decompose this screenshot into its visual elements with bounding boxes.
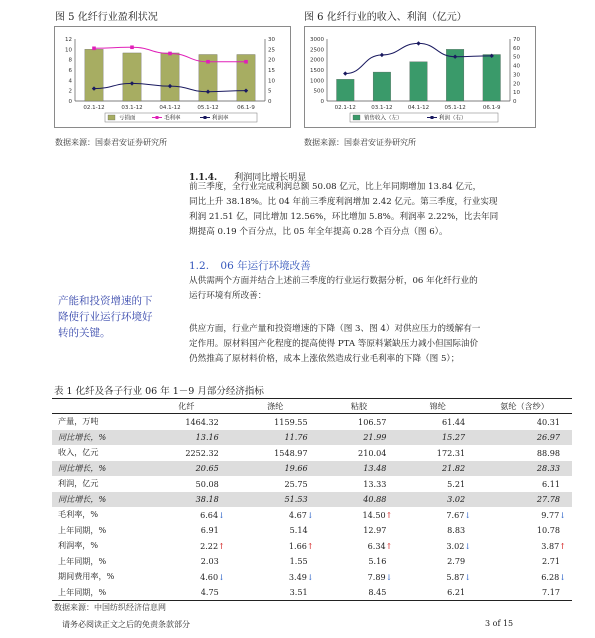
table-cell bbox=[142, 445, 231, 461]
row-label: 上年同期，% bbox=[52, 585, 142, 601]
table-cell bbox=[477, 523, 572, 539]
left-tick-label: 1500 bbox=[310, 68, 324, 74]
figure-5-source: 数据来源：国泰君安证券研究所 bbox=[55, 138, 167, 147]
data-point bbox=[244, 60, 248, 64]
bar bbox=[337, 79, 355, 101]
table-row bbox=[52, 569, 572, 585]
cell-value: 2.71 bbox=[541, 556, 560, 567]
left-tick-label: 0 bbox=[68, 99, 72, 105]
cell-value: 21.82 bbox=[441, 463, 466, 474]
data-point bbox=[130, 45, 134, 49]
data-point bbox=[416, 41, 420, 45]
right-tick-label: 40 bbox=[513, 63, 520, 70]
table-cell bbox=[320, 445, 399, 461]
table-cell bbox=[320, 492, 399, 508]
left-tick-label: 10 bbox=[65, 47, 72, 54]
arrow-up-icon: ↑ bbox=[559, 541, 566, 551]
table-cell bbox=[142, 476, 231, 492]
right-tick-label: 70 bbox=[513, 37, 520, 43]
legend-marker bbox=[431, 116, 434, 119]
table-header-cell: 氨纶（含纱） bbox=[477, 399, 572, 414]
table-cell bbox=[398, 445, 477, 461]
right-tick-label: 5 bbox=[268, 88, 272, 95]
cell-value: 19.66 bbox=[284, 463, 308, 474]
cell-value: 106.57 bbox=[358, 416, 387, 427]
right-tick-label: 10 bbox=[513, 90, 520, 97]
paragraph-line: 仍然推高了原材料价格，成本上涨依然造成行业毛利率的下降（图 5）； bbox=[189, 354, 460, 364]
table-source: 数据来源：中国纺织经济信息网 bbox=[54, 603, 166, 612]
legend-label: 销售收入（左） bbox=[364, 115, 403, 122]
cell-value: 15.27 bbox=[441, 432, 466, 443]
row-label: 期间费用率，% bbox=[58, 571, 115, 582]
cell-value: 27.78 bbox=[536, 494, 560, 505]
table-cell bbox=[477, 461, 572, 477]
right-tick-label: 30 bbox=[513, 72, 520, 79]
cell-value: 5.21 bbox=[447, 478, 466, 489]
right-tick-label: 60 bbox=[513, 45, 520, 52]
table-cell bbox=[231, 523, 320, 539]
figure-6-svg bbox=[305, 27, 535, 127]
cell-value: 1464.32 bbox=[185, 416, 219, 427]
bar bbox=[410, 62, 428, 101]
row-label: 利润，亿元 bbox=[58, 478, 99, 489]
cell-value: 40.88 bbox=[363, 494, 387, 505]
table-cell bbox=[231, 430, 320, 446]
table-cell bbox=[320, 523, 399, 539]
cell-value: 26.97 bbox=[536, 432, 560, 443]
cell-value: 13.16 bbox=[195, 432, 219, 443]
left-tick-label: 3000 bbox=[310, 37, 324, 43]
x-tick-label: 03.1-12 bbox=[371, 105, 393, 111]
cell-value: 3.87 bbox=[541, 540, 560, 551]
cell-value: 210.04 bbox=[358, 447, 387, 458]
bar bbox=[483, 55, 501, 102]
row-label: 同比增长，% bbox=[52, 492, 142, 508]
cell-value: 2.22 bbox=[200, 540, 219, 551]
section-title: 06 年运行环境改善 bbox=[220, 260, 311, 272]
paragraph-line: 运行环境有所改善： bbox=[189, 291, 267, 301]
cell-value: 5.87 bbox=[446, 571, 465, 582]
disclaimer-footer: 请务必阅读正文之后的免责条款部分 bbox=[62, 620, 190, 629]
table-cell bbox=[231, 492, 320, 508]
table-cell bbox=[320, 538, 399, 554]
bar bbox=[85, 49, 103, 101]
arrow-up-icon: ↑ bbox=[306, 541, 314, 551]
cell-value: 13.33 bbox=[363, 478, 387, 489]
table-cell bbox=[231, 445, 320, 461]
side-note-line: 降使行业运行环境好 bbox=[58, 311, 153, 323]
cell-value: 4.75 bbox=[200, 587, 219, 598]
cell-value: 50.08 bbox=[195, 478, 219, 489]
table-cell bbox=[142, 492, 231, 508]
section-12-body bbox=[189, 322, 584, 367]
data-point bbox=[343, 71, 347, 75]
left-tick-label: 2500 bbox=[310, 47, 324, 54]
table-cell bbox=[231, 585, 320, 601]
paragraph-line: 期提高 0.19 个百分点，比 05 年全年提高 0.28 个百分点（图 6）。 bbox=[189, 227, 448, 237]
arrow-down-icon: ↓ bbox=[385, 572, 393, 582]
legend-label: 毛利率 bbox=[164, 115, 181, 122]
figure-6-chart bbox=[304, 26, 536, 128]
legend-label: 利润（右） bbox=[439, 115, 467, 122]
table-header-cell: 锦纶 bbox=[398, 399, 477, 414]
table-row bbox=[52, 414, 572, 430]
x-tick-label: 06.1-9 bbox=[237, 105, 255, 111]
arrow-down-icon: ↓ bbox=[464, 572, 472, 582]
table-cell bbox=[142, 461, 231, 477]
right-tick-label: 15 bbox=[268, 68, 275, 74]
table-cell bbox=[398, 414, 477, 430]
table-cell bbox=[231, 538, 320, 554]
cell-value: 38.18 bbox=[195, 494, 219, 505]
table-cell bbox=[398, 461, 477, 477]
table-cell bbox=[398, 476, 477, 492]
table-cell bbox=[477, 585, 572, 601]
table-cell bbox=[398, 554, 477, 570]
cell-value: 88.98 bbox=[536, 447, 560, 458]
figure-6-source: 数据来源：国泰君安证券研究所 bbox=[304, 138, 416, 147]
section-number: 1.2. bbox=[189, 260, 210, 272]
data-point bbox=[168, 52, 172, 56]
x-tick-label: 06.1-9 bbox=[482, 105, 501, 111]
row-label: 上年同期，% bbox=[58, 555, 107, 566]
table-cell bbox=[231, 507, 320, 523]
table-cell bbox=[477, 414, 572, 430]
arrow-up-icon: ↑ bbox=[385, 510, 393, 520]
table-cell bbox=[231, 461, 320, 477]
table-cell bbox=[477, 430, 572, 446]
table-cell bbox=[320, 430, 399, 446]
table-cell bbox=[477, 445, 572, 461]
table-cell bbox=[398, 569, 477, 585]
figure-5-title: 图 5 化纤行业盈利状况 bbox=[55, 12, 158, 23]
x-tick-label: 04.1-12 bbox=[407, 105, 430, 111]
cell-value: 1159.55 bbox=[274, 416, 308, 427]
paragraph-line: 利润 21.51 亿，同比增加 12.56%，环比增加 5.8%。利润率 2.22%，比去年同 bbox=[189, 212, 499, 222]
cell-value: 3.02 bbox=[447, 494, 466, 505]
table-cell bbox=[142, 569, 231, 585]
row-label: 产量，万吨 bbox=[58, 416, 99, 427]
table-header-cell: 化纤 bbox=[142, 399, 231, 414]
legend-label: 利润率 bbox=[212, 115, 229, 122]
x-tick-label: 02.1-12 bbox=[334, 105, 356, 111]
table-cell bbox=[142, 430, 231, 446]
section-number: 1.1.4. bbox=[189, 173, 218, 183]
table-cell bbox=[477, 554, 572, 570]
arrow-down-icon: ↓ bbox=[464, 510, 472, 520]
data-point bbox=[206, 60, 210, 64]
section-114-body bbox=[189, 180, 579, 240]
cell-value: 1548.97 bbox=[274, 447, 308, 458]
figure-5-svg bbox=[55, 27, 290, 127]
table-cell bbox=[320, 461, 399, 477]
cell-value: 2.03 bbox=[200, 556, 219, 567]
table-cell bbox=[477, 538, 572, 554]
cell-value: 28.33 bbox=[536, 463, 560, 474]
cell-value: 2.79 bbox=[447, 556, 466, 567]
cell-value: 172.31 bbox=[436, 447, 466, 458]
table-cell bbox=[231, 569, 320, 585]
data-point bbox=[92, 47, 96, 51]
cell-value: 7.67 bbox=[446, 509, 465, 520]
right-tick-label: 10 bbox=[268, 78, 275, 85]
legend-marker bbox=[156, 116, 159, 119]
cell-value: 6.28 bbox=[541, 571, 560, 582]
arrow-down-icon: ↓ bbox=[559, 510, 566, 520]
cell-value: 51.53 bbox=[284, 494, 308, 505]
side-note bbox=[58, 293, 183, 341]
right-tick-label: 20 bbox=[268, 57, 275, 64]
table-row bbox=[52, 538, 572, 554]
table-cell bbox=[142, 414, 231, 430]
table-row bbox=[52, 554, 572, 570]
left-tick-label: 500 bbox=[313, 88, 324, 95]
table-row bbox=[52, 585, 572, 601]
bar bbox=[123, 53, 141, 101]
section-title: 利润同比增长明显 bbox=[234, 173, 307, 183]
table-row bbox=[52, 492, 572, 508]
row-label: 同比增长，% bbox=[52, 461, 142, 477]
table-cell bbox=[398, 507, 477, 523]
arrow-down-icon: ↓ bbox=[306, 510, 314, 520]
left-tick-label: 1000 bbox=[310, 78, 324, 85]
table-cell bbox=[320, 507, 399, 523]
left-tick-label: 2 bbox=[68, 88, 72, 95]
table-cell bbox=[142, 585, 231, 601]
table-row bbox=[52, 430, 572, 446]
x-tick-label: 02.1-12 bbox=[83, 105, 105, 111]
table-row bbox=[52, 507, 572, 523]
table-header-cell: 涤纶 bbox=[231, 399, 320, 414]
table-row bbox=[52, 461, 572, 477]
x-tick-label: 03.1-12 bbox=[121, 105, 143, 111]
table-cell bbox=[398, 585, 477, 601]
figure-6-title: 图 6 化纤行业的收入、利润（亿元） bbox=[304, 12, 467, 23]
right-tick-label: 0 bbox=[513, 99, 517, 105]
table-row bbox=[52, 523, 572, 539]
right-tick-label: 25 bbox=[268, 47, 275, 54]
table-cell bbox=[142, 538, 231, 554]
table-cell bbox=[320, 554, 399, 570]
legend-swatch bbox=[353, 115, 360, 120]
table-row bbox=[52, 445, 572, 461]
cell-value: 3.49 bbox=[288, 571, 307, 582]
paragraph-line: 从供需两个方面并结合上述前三季度的行业运行数据分析，06 年化纤行业的 bbox=[189, 276, 478, 286]
table-cell bbox=[398, 538, 477, 554]
arrow-down-icon: ↓ bbox=[218, 510, 225, 520]
arrow-down-icon: ↓ bbox=[218, 572, 225, 582]
table-row bbox=[52, 476, 572, 492]
left-tick-label: 0 bbox=[320, 99, 324, 105]
table-cell bbox=[231, 554, 320, 570]
table-cell bbox=[231, 414, 320, 430]
table-title: 表 1 化纤及各子行业 06 年 1－9 月部分经济指标 bbox=[54, 386, 264, 397]
cell-value: 1.55 bbox=[289, 556, 308, 567]
table-cell bbox=[320, 585, 399, 601]
row-label: 毛利率，% bbox=[58, 509, 99, 520]
arrow-down-icon: ↓ bbox=[559, 572, 566, 582]
arrow-up-icon: ↑ bbox=[218, 541, 225, 551]
table-header-cell bbox=[52, 399, 142, 414]
right-tick-label: 20 bbox=[513, 81, 520, 88]
page-number: 3 of 15 bbox=[485, 619, 514, 628]
table-cell bbox=[477, 569, 572, 585]
cell-value: 7.17 bbox=[541, 587, 560, 598]
table-cell bbox=[398, 430, 477, 446]
figure-5-chart bbox=[54, 26, 291, 128]
table-cell bbox=[320, 414, 399, 430]
cell-value: 6.11 bbox=[541, 478, 560, 489]
cell-value: 12.97 bbox=[363, 525, 387, 536]
table-cell bbox=[142, 507, 231, 523]
side-note-line: 转的关键。 bbox=[58, 327, 111, 339]
right-tick-label: 50 bbox=[513, 54, 520, 61]
cell-value: 6.21 bbox=[447, 587, 466, 598]
cell-value: 7.89 bbox=[367, 571, 386, 582]
arrow-down-icon: ↓ bbox=[306, 572, 314, 582]
left-tick-label: 6 bbox=[68, 68, 72, 74]
table-cell bbox=[320, 569, 399, 585]
table-cell bbox=[320, 476, 399, 492]
cell-value: 40.31 bbox=[536, 416, 560, 427]
table-cell bbox=[142, 523, 231, 539]
cell-value: 8.83 bbox=[447, 525, 466, 536]
cell-value: 13.48 bbox=[363, 463, 387, 474]
paragraph-line: 同比上升 38.18%。比 04 年前三季度利润增加 2.42 亿元。第三季度，行业实现 bbox=[189, 197, 498, 207]
legend-label: 亏损面 bbox=[119, 115, 136, 122]
cell-value: 25.75 bbox=[284, 478, 308, 489]
cell-value: 9.77 bbox=[541, 509, 560, 520]
cell-value: 4.67 bbox=[288, 509, 307, 520]
side-note-line: 产能和投资增速的下 bbox=[58, 295, 153, 307]
table-cell bbox=[477, 507, 572, 523]
cell-value: 6.64 bbox=[200, 509, 219, 520]
cell-value: 10.78 bbox=[536, 525, 560, 536]
cell-value: 3.02 bbox=[446, 540, 465, 551]
row-label: 上年同期，% bbox=[58, 524, 107, 535]
arrow-up-icon: ↑ bbox=[385, 541, 393, 551]
right-tick-label: 0 bbox=[268, 99, 272, 105]
left-tick-label: 4 bbox=[68, 78, 72, 85]
table-cell bbox=[142, 554, 231, 570]
table-cell bbox=[231, 476, 320, 492]
left-tick-label: 12 bbox=[65, 37, 72, 43]
x-tick-label: 05.1-12 bbox=[197, 105, 219, 111]
cell-value: 6.91 bbox=[200, 525, 219, 536]
row-label: 收入，亿元 bbox=[58, 447, 99, 458]
legend-marker bbox=[204, 116, 207, 119]
legend-swatch bbox=[108, 115, 115, 120]
cell-value: 5.14 bbox=[289, 525, 308, 536]
table-header-row bbox=[52, 399, 572, 414]
cell-value: 2252.32 bbox=[185, 447, 219, 458]
cell-value: 4.60 bbox=[200, 571, 219, 582]
cell-value: 3.51 bbox=[289, 587, 308, 598]
table-cell bbox=[477, 492, 572, 508]
data-point bbox=[380, 53, 384, 57]
row-label: 同比增长，% bbox=[52, 430, 142, 446]
paragraph-line: 前三季度，全行业完成利润总额 50.08 亿元，比上年同期增加 13.84 亿元， bbox=[189, 182, 482, 192]
table-cell bbox=[477, 476, 572, 492]
cell-value: 11.76 bbox=[284, 432, 308, 443]
table-header-cell: 粘胶 bbox=[320, 399, 399, 414]
cell-value: 21.99 bbox=[363, 432, 387, 443]
cell-value: 14.50 bbox=[362, 509, 386, 520]
cell-value: 20.65 bbox=[195, 463, 219, 474]
arrow-down-icon: ↓ bbox=[464, 541, 472, 551]
cell-value: 6.34 bbox=[367, 540, 386, 551]
bar bbox=[373, 72, 391, 101]
section-12-intro bbox=[189, 274, 579, 304]
bar bbox=[161, 53, 179, 101]
x-tick-label: 05.1-12 bbox=[444, 105, 466, 111]
left-tick-label: 8 bbox=[68, 57, 72, 64]
cell-value: 8.45 bbox=[368, 587, 387, 598]
paragraph-line: 定作用。原材料国产化程度的提高使得 PTA 等原料紧缺压力减小但国际油价 bbox=[189, 339, 479, 349]
table-cell bbox=[398, 492, 477, 508]
left-tick-label: 2000 bbox=[310, 57, 324, 64]
cell-value: 5.16 bbox=[368, 556, 387, 567]
table-cell bbox=[398, 523, 477, 539]
economic-indicators-table bbox=[52, 398, 572, 601]
cell-value: 61.44 bbox=[441, 416, 466, 427]
section-12-heading bbox=[189, 258, 311, 273]
right-tick-label: 30 bbox=[268, 37, 275, 43]
paragraph-line: 供应方面，行业产量和投资增速的下降（图 3、图 4）对供应压力的缓解有一 bbox=[189, 324, 481, 334]
row-label: 利润率，% bbox=[58, 540, 99, 551]
cell-value: 1.66 bbox=[288, 540, 307, 551]
x-tick-label: 04.1-12 bbox=[159, 105, 181, 111]
